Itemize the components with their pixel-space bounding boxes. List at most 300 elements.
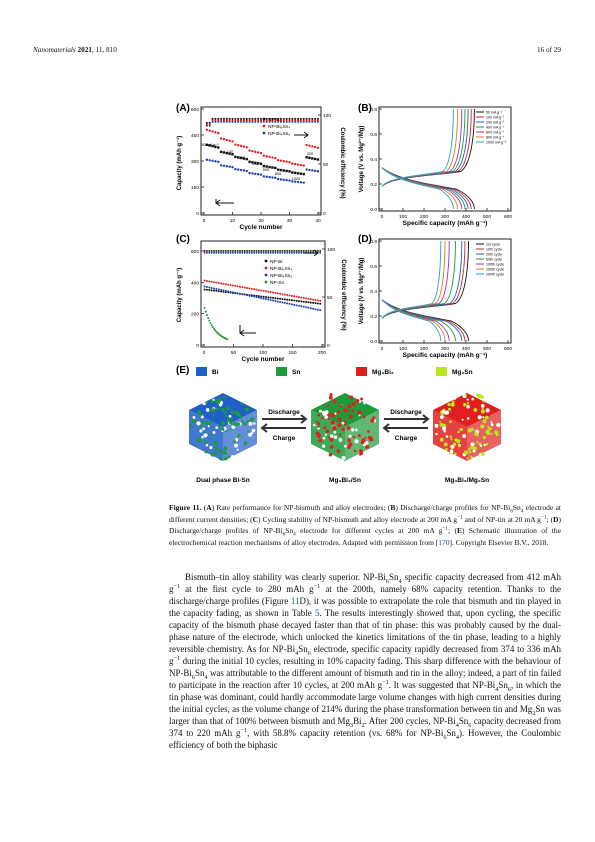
e-cube-grain	[252, 429, 256, 433]
e-cube-grain	[231, 411, 234, 414]
e-cube-grain	[452, 400, 454, 402]
a-point-1	[271, 156, 273, 158]
a-point-1	[317, 147, 319, 149]
e-cube-grain	[470, 456, 472, 458]
c-ce-point-2	[244, 252, 246, 254]
c-point-0	[267, 296, 269, 298]
e-cube-grain	[319, 410, 322, 413]
d-legend-label: 200th cycle	[486, 272, 505, 277]
e-cube-grain	[253, 422, 256, 425]
c-point-1	[298, 296, 300, 298]
a-point-1	[226, 139, 228, 141]
e-cube-grain	[236, 397, 239, 400]
e-cube-grain	[333, 400, 337, 404]
e-cube-grain	[496, 423, 500, 427]
e-cube-grain	[237, 434, 240, 437]
a-point-2	[257, 173, 259, 175]
a-ce-point-2	[257, 121, 259, 123]
e-cube-grain	[337, 423, 341, 427]
c-point-0	[204, 288, 206, 290]
c-legend-label: NP-Bi	[270, 260, 283, 265]
c-point-2	[244, 294, 246, 296]
e-legend-swatch	[436, 367, 447, 376]
c-point-1	[241, 286, 243, 288]
c-ytick-label: 600	[190, 250, 199, 255]
charge-label-2: Charge	[394, 435, 418, 442]
a-point-2	[263, 175, 265, 177]
c-point-2	[274, 300, 276, 302]
e-cube-grain	[486, 431, 490, 435]
panel-c-xlabel: Cycle number	[241, 356, 285, 363]
e-cube-grain	[473, 408, 477, 412]
a-point-2	[237, 168, 239, 170]
a-point-1	[263, 155, 265, 157]
e-cube-grain	[444, 443, 448, 447]
e-cube-grain	[214, 446, 218, 450]
e-cube-grain	[476, 393, 479, 396]
e-cube-grain	[363, 402, 365, 404]
c-ce-point-2	[263, 252, 265, 254]
c-point-1	[220, 282, 222, 284]
d-ytick-label: 0.4	[370, 290, 377, 295]
e-cube-grain	[243, 422, 245, 424]
e-cube-grain	[221, 408, 225, 412]
e-cube-grain	[459, 428, 462, 431]
e-cube-grain	[226, 407, 229, 410]
c-point-2	[232, 291, 234, 293]
e-cube-grain	[330, 445, 334, 449]
c-point-1	[319, 300, 321, 302]
c-point-1	[317, 299, 319, 301]
c-point-1	[300, 297, 302, 299]
e-cube-grain	[442, 426, 446, 430]
c-point-0	[215, 290, 217, 292]
page-number: 16 of 29	[537, 46, 561, 54]
a-point-0	[317, 158, 319, 160]
c-point-2	[230, 291, 232, 293]
e-cube-grain	[449, 420, 452, 423]
c-ce-point-2	[267, 252, 269, 254]
a-point-1	[257, 151, 259, 153]
c-ce-point-2	[223, 252, 225, 254]
c-ce-point-2	[256, 252, 258, 254]
e-cube-grain	[210, 433, 212, 435]
b-ytick-label: 0.8	[370, 108, 377, 113]
e-cube-grain	[450, 438, 452, 440]
a-legend-marker	[263, 118, 266, 121]
e-cube-grain	[465, 394, 467, 396]
e-cube-grain	[468, 448, 471, 451]
d-legend-label: 150th cycle	[486, 267, 505, 272]
e-cube-grain	[363, 415, 366, 418]
c-point-2	[253, 296, 255, 298]
c-point-2	[248, 295, 250, 297]
e-cube-grain	[237, 449, 239, 451]
e-cube-grain	[481, 404, 485, 408]
c-ce-point-2	[253, 252, 255, 254]
a-point-1	[220, 137, 222, 139]
d-xtick-label: 0	[380, 347, 384, 352]
e-cube-grain	[343, 409, 346, 412]
figure-caption	[169, 502, 561, 549]
a-ce-point-2	[232, 121, 234, 123]
c-point-0	[272, 297, 274, 299]
c-ytick-label: 200	[190, 312, 199, 318]
a-point-1	[209, 129, 211, 131]
c-point-1	[263, 290, 265, 292]
c-point-1	[291, 295, 293, 297]
e-cube-grain	[212, 441, 215, 444]
e-cube-grain	[467, 417, 470, 420]
e-cube-grain	[323, 437, 326, 440]
d-xtick-label: 200	[419, 347, 429, 352]
c-ce-point-2	[230, 252, 232, 254]
c-point-0	[286, 299, 288, 301]
e-cube-grain	[468, 428, 472, 432]
e-legend-swatch	[356, 367, 367, 376]
e-cube-grain	[341, 427, 345, 431]
a-point-2	[234, 168, 236, 170]
a-xtick-label: 20	[258, 219, 264, 224]
a-point-2	[303, 181, 305, 183]
c-point-1	[225, 283, 227, 285]
a-ytick-label: 300	[190, 160, 199, 165]
a-y2tick-label: 50	[323, 163, 329, 168]
e-legend-label: Bi	[212, 369, 219, 376]
e-cube-grain	[357, 410, 361, 414]
a-ce-point-2	[206, 125, 208, 127]
e-cube-grain	[201, 436, 204, 439]
a-point-1	[254, 151, 256, 153]
c-point-sn	[205, 311, 207, 313]
a-ce-point-2	[260, 121, 262, 123]
a-point-0	[260, 163, 262, 165]
e-cube-grain	[329, 453, 333, 457]
e-cube-grain	[471, 398, 474, 401]
c-ce-point-2	[206, 252, 208, 254]
a-point-1	[211, 130, 213, 132]
e-cube-grain	[229, 415, 232, 418]
c-ce-point-2	[298, 252, 300, 254]
a-legend-label: NP-Bi₆Sn₄	[268, 125, 291, 130]
panel-a-ylabel: Capacity (mAh g⁻¹)	[177, 135, 183, 191]
e-cube-grain	[478, 415, 482, 419]
c-point-2	[208, 286, 210, 288]
a-point-1	[243, 145, 245, 147]
a-rate-label: 600	[262, 168, 270, 172]
e-cube-grain	[349, 414, 352, 417]
c-xtick-label: 200	[317, 351, 327, 356]
c-ce-point-2	[241, 252, 243, 254]
c-ce-point-2	[300, 252, 302, 254]
a-ce-point-2	[209, 125, 211, 127]
e-cube-grain	[360, 398, 363, 401]
c-point-2	[296, 304, 298, 306]
e-cube-grain	[237, 423, 240, 426]
a-y2tick-label: 100	[323, 114, 332, 119]
a-point-1	[251, 150, 253, 152]
a-point-2	[251, 172, 253, 174]
e-cube-grain	[325, 434, 327, 436]
c-point-sn	[226, 338, 228, 340]
c-point-1	[260, 289, 262, 291]
e-cube-grain	[318, 426, 320, 428]
e-cube-grain	[462, 419, 464, 421]
e-cube-grain	[334, 412, 336, 414]
a-point-0	[308, 157, 310, 159]
e-cube-grain	[197, 438, 201, 442]
a-ce-point-2	[311, 121, 313, 123]
e-cube-grain	[223, 446, 227, 450]
a-point-1	[237, 144, 239, 146]
e-cube-grain	[317, 434, 321, 438]
a-ce-point-2	[212, 121, 214, 123]
panel-d-ylabel: Voltage (V vs. Mg²⁺/Mg)	[359, 257, 365, 325]
c-point-0	[213, 290, 215, 292]
e-cube-grain	[196, 421, 200, 425]
panel-a-xlabel: Cycle number	[239, 224, 283, 231]
a-point-2	[206, 159, 208, 161]
e-cube-grain	[338, 438, 342, 442]
a-point-0	[305, 156, 307, 158]
e-cube-grain	[482, 408, 484, 410]
a-point-2	[223, 165, 225, 167]
c-ce-point-2	[232, 252, 234, 254]
a-point-1	[240, 145, 242, 147]
c-point-2	[317, 309, 319, 311]
caption-label: Figure 11.	[169, 503, 202, 512]
d-legend-label: 100th cycle	[486, 262, 505, 267]
e-cube-grain	[321, 417, 324, 420]
a-point-0	[283, 169, 285, 171]
a-ytick-label: 600	[190, 108, 199, 113]
c-point-1	[293, 295, 295, 297]
a-xtick-label: 30	[286, 219, 293, 224]
c-ce-point-2	[293, 252, 295, 254]
c-ce-point-2	[218, 252, 220, 254]
a-point-0	[277, 168, 279, 170]
panel-c-y2label: Coulombic efficiency (%)	[340, 259, 346, 331]
e-cube-grain	[476, 441, 478, 443]
e-cube-grain	[356, 399, 360, 403]
a-ce-point-2	[306, 121, 308, 123]
a-rate-label: 200	[238, 156, 246, 160]
a-point-0	[285, 170, 287, 172]
e-cube-grain	[434, 424, 438, 428]
a-rate-label: 1000	[291, 177, 301, 181]
c-point-2	[303, 306, 305, 308]
c-point-2	[265, 298, 267, 300]
e-cube-grain	[201, 420, 204, 423]
d-legend-label: 1st cycle	[486, 242, 500, 247]
a-ytick-label: 450	[190, 134, 199, 139]
a-point-2	[214, 160, 216, 162]
e-cube-grain	[192, 420, 196, 424]
e-cube-grain	[357, 457, 359, 459]
panel-a-y2label: Coulombic efficiency (%)	[339, 127, 345, 199]
e-cube-grain	[318, 414, 321, 417]
e-cube-grain	[368, 436, 372, 440]
e-cube-grain	[323, 426, 326, 429]
d-ytick-label: 0.6	[370, 265, 377, 270]
c-point-1	[310, 298, 312, 300]
b-xtick-label: 300	[440, 215, 450, 220]
a-point-1	[223, 138, 225, 140]
e-cube-grain	[458, 445, 461, 448]
e-cube-grain	[327, 404, 329, 406]
a-point-1	[246, 146, 248, 148]
a-point-1	[285, 161, 287, 163]
e-cube-grain	[471, 442, 475, 446]
c-point-2	[211, 287, 213, 289]
charge-label-1: Charge	[272, 435, 296, 442]
c-point-1	[265, 290, 267, 292]
a-point-0	[234, 156, 236, 158]
a-ce-point-2	[234, 121, 236, 123]
e-cube-grain	[217, 398, 221, 402]
c-point-2	[284, 302, 286, 304]
discharge-label-2: Discharge	[390, 409, 422, 416]
c-point-0	[270, 297, 272, 299]
e-cube-grain	[329, 396, 333, 400]
c-point-1	[305, 297, 307, 299]
e-cube-grain	[222, 396, 225, 399]
c-point-1	[312, 299, 314, 301]
c-point-2	[222, 289, 224, 291]
a-point-2	[305, 168, 307, 170]
running-header	[33, 46, 117, 54]
c-ce-point-2	[270, 252, 272, 254]
e-cube-grain	[483, 419, 487, 423]
e-cube-grain	[200, 425, 203, 428]
a-rate-label: 50 mA g⁻¹	[201, 143, 219, 147]
a-point-2	[254, 173, 256, 175]
c-ce-point-2	[319, 252, 321, 254]
c-point-0	[277, 297, 279, 299]
c-ce-point-2	[234, 252, 236, 254]
c-ce-point-2	[227, 252, 229, 254]
e-cube-grain	[342, 422, 345, 425]
c-point-sn	[204, 307, 206, 309]
e-cube-grain	[202, 413, 204, 415]
c-ce-point-2	[260, 252, 262, 254]
e-cube-grain	[209, 409, 212, 412]
c-point-0	[296, 300, 298, 302]
c-point-2	[281, 301, 283, 303]
a-ce-point-2	[286, 121, 288, 123]
body-paragraph: Bismuth–tin alloy stability was clearly superior. $NP-Bi_6Sn_4$ specific capacity decreased from 412 mAh $g^{-1}$ at the first cycle to 280 mAh $g^{-1}$ at the 200th, namely 68% capacity retention. Thanks to the discharge/charge profiles (Figure 11D), it was possible to extrapolate the role that bismuth and tin played in the capacity fading, as shown in Table 5. The results interestingly showed that, upon cycling, the specific capacity of the bismuth phase decayed faster than that of tin phase: this was probably caused by the dual-phase nature of the electrode, which unlocked the kinetics limitations of the tin phase, leading to a highly reversible chemistry. As for $NP-Bi_4Sn_6$ electrode, specific capacity rapidly decreased from 374 to 336 mAh $g^{-1}$ during the initial 10 cycles, resulting in 10% capacity fading. This sharp difference with the behaviour of $NP-Bi_6Sn_4$ was attributable to the different amount of bismuth and tin in the alloy; indeed, a part of tin failed to participate in the reaction after 10 cycles, at 200 mAh $g^{-1}$. It was suggested that $NP-Bi_4Sn_6$, in which the tin phase was dominant, could hardly accommodate large volume changes with high current densities during the initial cycles, as the volume change of 214% during the phase transformation between tin and $Mg_2Sn$ was larger than that of 100% between bismuth and $Mg_3Bi_2$. After 200 cycles, $NP-Bi_4Sn_6$ capacity decreased from 374 to 220 mAh $g^{-1}$, with 58.8% capacity retention (vs. 68% for $NP-Bi_6Sn_4$). However, the Coulombic efficiency of both the biphasic	[169, 572, 562, 750]
c-point-0	[317, 302, 319, 304]
a-point-1	[260, 152, 262, 154]
c-point-1	[251, 288, 253, 290]
e-cube-grain	[491, 423, 494, 426]
a-rate-label: 100	[226, 150, 234, 154]
a-ytick-label: 150	[190, 186, 199, 191]
e-cube-grain	[442, 410, 445, 413]
c-point-1	[215, 282, 217, 284]
e-cube-grain	[441, 413, 443, 415]
e-cube-grain	[481, 452, 485, 456]
e-cube-grain	[488, 427, 491, 430]
e-cube-grain	[322, 444, 325, 447]
e-cube-grain	[209, 446, 212, 449]
b-ytick-label: 0.0	[370, 208, 377, 213]
a-ce-point-2	[289, 121, 291, 123]
a-point-0	[223, 151, 225, 153]
c-point-0	[281, 298, 283, 300]
a-point-1	[266, 155, 268, 157]
c-ce-point-2	[291, 252, 293, 254]
c-point-2	[260, 297, 262, 299]
b-xtick-label: 500	[482, 215, 492, 220]
c-point-1	[315, 299, 317, 301]
e-cube-grain	[361, 440, 365, 444]
e-cube-grain	[474, 432, 478, 436]
a-ce-point-2	[240, 121, 242, 123]
e-cube-grain	[467, 402, 469, 404]
c-point-2	[291, 303, 293, 305]
d-ytick-label: 0.8	[370, 240, 377, 245]
e-cube-grain	[329, 393, 332, 396]
e-cube-grain	[244, 442, 247, 445]
a-point-1	[277, 159, 279, 161]
e-cube-grain	[234, 439, 236, 441]
e-cube-grain	[189, 425, 192, 428]
e-cube-grain	[367, 430, 370, 433]
c-ce-point-2	[211, 252, 213, 254]
c-point-0	[310, 302, 312, 304]
a-point-0	[294, 172, 296, 174]
c-point-2	[315, 308, 317, 310]
a-point-1	[206, 129, 208, 131]
c-point-1	[281, 293, 283, 295]
c-ce-point-2	[258, 252, 260, 254]
c-point-2	[213, 287, 215, 289]
e-cube-grain	[225, 415, 227, 417]
panel-c-ylabel: Capacity (mAh g⁻¹)	[177, 267, 183, 323]
a-point-2	[283, 179, 285, 181]
a-rate-label: 200	[306, 152, 314, 156]
c-point-1	[256, 289, 258, 291]
a-point-2	[288, 179, 290, 181]
a-point-1	[288, 161, 290, 163]
d-ytick-label: 0.2	[370, 315, 377, 320]
c-ce-point-2	[246, 252, 248, 254]
e-cube-grain	[247, 430, 249, 432]
e-cube-grain	[486, 443, 489, 446]
c-point-2	[251, 295, 253, 297]
e-cube-grain	[245, 408, 249, 412]
e-cube-grain	[193, 416, 196, 419]
c-point-2	[267, 299, 269, 301]
a-point-1	[297, 163, 299, 165]
a-point-1	[234, 143, 236, 145]
a-ce-point-2	[237, 121, 239, 123]
journal-name: Nanomaterials	[33, 46, 76, 54]
c-point-2	[289, 303, 291, 305]
c-point-1	[279, 293, 281, 295]
e-cube-grain	[344, 445, 347, 448]
e-cube-grain	[435, 433, 437, 435]
b-legend-label: 50 mA g⁻¹	[486, 110, 503, 115]
panel-e-letter: (E)	[176, 365, 190, 376]
a-ce-point-2	[223, 121, 225, 123]
b-xtick-label: 200	[419, 215, 429, 220]
a-point-2	[317, 170, 319, 172]
e-cube-grain	[372, 416, 375, 419]
a-xtick-label: 40	[315, 219, 321, 224]
a-point-2	[280, 178, 282, 180]
